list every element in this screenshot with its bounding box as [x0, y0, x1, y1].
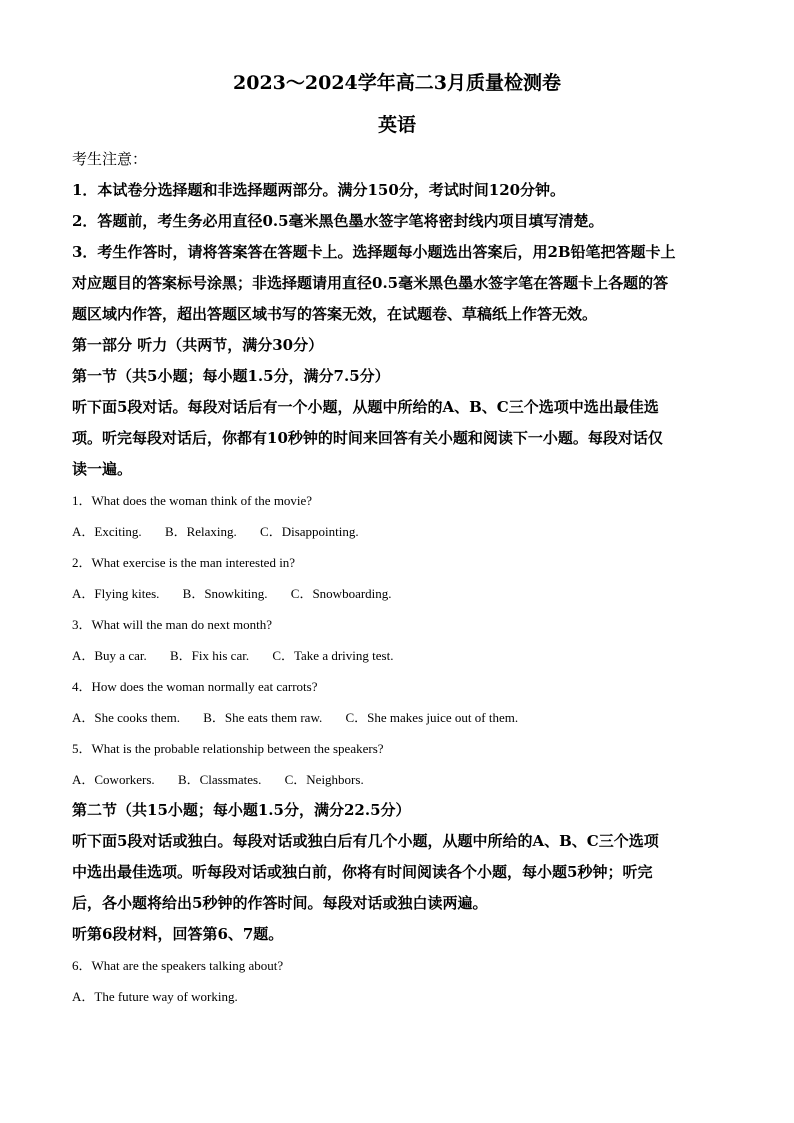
option-a: A．Flying kites.	[72, 586, 160, 601]
material-6-heading: 听第6段材料，回答第6、7题。	[72, 925, 284, 943]
option-a: A．The future way of working.	[72, 989, 238, 1004]
part1-heading: 第一部分 听力（共两节，满分30分）	[72, 336, 324, 354]
question-stem: 2．What exercise is the man interested in?	[72, 555, 296, 570]
question-options	[72, 702, 722, 733]
section2-instruction-line-3: 后，各小题将给出5秒钟的作答时间。每段对话或独白读两遍。	[72, 894, 488, 912]
question-options	[72, 981, 722, 1012]
question-stem: 6．What are the speakers talking about?	[72, 958, 284, 973]
option-c: C．Neighbors.	[284, 772, 364, 787]
question-stem: 4．How does the woman normally eat carrots?	[72, 679, 318, 694]
question-options	[72, 516, 722, 547]
option-b: B．Classmates.	[177, 772, 262, 787]
question-options	[72, 640, 722, 671]
notice-item-3-line-1: 3．考生作答时，请将答案答在答题卡上。选择题每小题选出答案后，用2B铅笔把答题卡上	[72, 243, 676, 261]
notice-heading: 考生注意：	[72, 150, 148, 168]
option-b: B．She eats them raw.	[203, 710, 323, 725]
option-b: B．Fix his car.	[169, 648, 250, 663]
question-stem: 3．What will the man do next month?	[72, 617, 273, 632]
subject-title: 英语	[377, 114, 416, 136]
option-c: C．Take a driving test.	[272, 648, 394, 663]
exam-title: 2023～2024学年高二3月质量检测卷	[233, 72, 561, 94]
section2-heading: 第二节（共15小题；每小题1.5分，满分22.5分）	[72, 801, 411, 819]
section2-instruction-line-2: 中选出最佳选项。听每段对话或独白前，你将有时间阅读各个小题，每小题5秒钟；听完	[72, 863, 653, 881]
option-b: B．Relaxing.	[164, 524, 237, 539]
section1-instruction-line-1: 听下面5段对话。每段对话后有一个小题，从题中所给的A、B、C三个选项中选出最佳选	[72, 398, 659, 416]
question-options	[72, 764, 722, 795]
option-c: C．Disappointing.	[260, 524, 359, 539]
notice-item-3-line-3: 题区域内作答，超出答题区域书写的答案无效，在试题卷、草稿纸上作答无效。	[72, 305, 598, 323]
option-a: A．She cooks them.	[72, 710, 180, 725]
question-options	[72, 578, 722, 609]
option-a: A．Buy a car.	[72, 648, 147, 663]
section2-instruction-line-1: 听下面5段对话或独白。每段对话或独白后有几个小题，从题中所给的A、B、C三个选项	[72, 832, 659, 850]
question-stem: 1．What does the woman think of the movie?	[72, 493, 313, 508]
notice-item-1: 1．本试卷分选择题和非选择题两部分。满分150分，考试时间120分钟。	[72, 181, 566, 199]
notice-item-2: 2．答题前，考生务必用直径0.5毫米黑色墨水签字笔将密封线内项目填写清楚。	[72, 212, 604, 230]
section1-instruction-line-2: 项。听完每段对话后，你都有10秒钟的时间来回答有关小题和阅读下一小题。每段对话仅	[72, 429, 663, 447]
notice-item-3-line-2: 对应题目的答案标号涂黑；非选择题请用直径0.5毫米黑色墨水签字笔在答题卡上各题的答	[72, 274, 669, 292]
option-b: B．Snowkiting.	[182, 586, 268, 601]
section1-heading: 第一节（共5小题；每小题1.5分，满分7.5分）	[72, 367, 390, 385]
exam-page	[72, 70, 722, 1012]
question-stem: 5．What is the probable relationship between the speakers?	[72, 741, 384, 756]
section1-instruction-line-3: 读一遍。	[72, 460, 133, 478]
option-a: A．Coworkers.	[72, 772, 155, 787]
option-a: A．Exciting.	[72, 524, 142, 539]
option-c: C．Snowboarding.	[290, 586, 392, 601]
option-c: C．She makes juice out of them.	[345, 710, 519, 725]
